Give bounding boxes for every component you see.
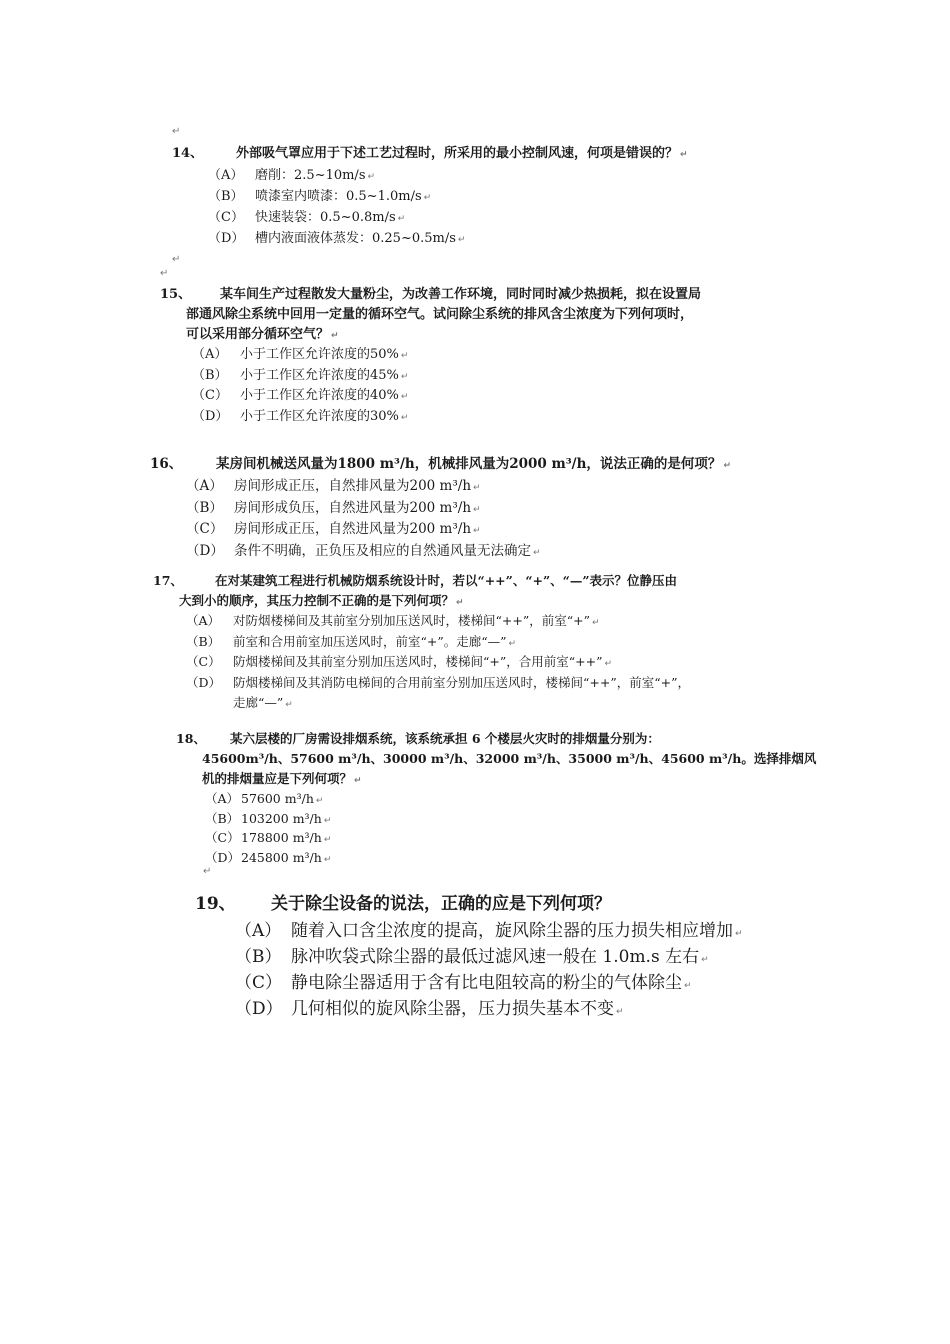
paragraph-mark: ↵ [680,150,688,160]
option-b [192,366,701,387]
question-14 [172,143,688,249]
option-text: 小于工作区允许浓度的30% [240,408,399,424]
paragraph-mark: ↵ [604,659,613,669]
option-text: 57600 m³/h [241,791,314,806]
option-a [208,165,688,186]
paragraph-mark: ↵ [400,412,409,423]
option-text: 房间形成正压，自然进风量为200 m³/h [234,521,472,537]
option-text: 脉冲吹袋式除尘器的最低过滤风速一般在 1.0m.s 左右 [291,947,700,967]
option-label: （D） [186,542,224,559]
option-text: 防烟楼梯间及其前室分别加压送风时，楼梯间“+”，合用前室“++” [233,654,603,669]
option-text: 245800 m³/h [241,849,322,865]
option-a [235,918,743,944]
option-label: （C） [235,973,283,993]
option-text: 随着入口含尘浓度的提高，旋风除尘器的压力损失相应增加 [291,921,733,941]
option-a [205,789,816,809]
question-15 [160,285,701,427]
option-text: 103200 m³/h [241,810,322,826]
option-text: 小于工作区允许浓度的45% [240,367,399,383]
paragraph-mark: ↵ [367,172,376,182]
option-text: 快速装袋：0.5~0.8m/s [255,210,396,225]
option-text: 几何相似的旋风除尘器，压力损失基本不变 [291,999,614,1019]
option-d-continued [186,693,690,714]
option-a [186,476,731,498]
option-text: 178800 m³/h [241,830,322,845]
question-stem [172,143,688,165]
option-c [235,970,743,996]
paragraph-mark: ↵ [400,371,409,382]
option-text: 对防烟楼梯间及其前室分别加压送风时，楼梯间“++”，前室“+” [233,613,590,628]
option-label: （B） [192,367,228,383]
question-number: 14、 [172,146,204,161]
option-c [186,519,731,541]
question-stem [153,571,690,591]
question-number: 16、 [150,456,183,472]
option-d [186,673,690,694]
question-text: 关于除尘设备的说法，正确的应是下列何项？ [271,894,611,914]
option-text: 防烟楼梯间及其消防电梯间的合用前室分别加压送风时，楼梯间“++”，前室“+”， [233,674,690,690]
option-label: （A） [208,168,244,183]
paragraph-mark: ↵ [508,638,517,649]
paragraph-mark: ↵ [701,955,709,965]
question-stem [150,452,731,476]
question-number: 19、 [195,894,236,914]
question-16 [150,452,731,562]
option-label: （A） [192,347,228,362]
question-stem-line [176,749,816,769]
option-label: （A） [205,791,240,806]
option-text: 槽内液面液体蒸发：0.25~0.5m/s [255,231,456,246]
option-text: 喷漆室内喷漆：0.5~1.0m/s [255,189,422,204]
paragraph-mark: ↵ [203,866,212,877]
option-b [235,944,743,970]
option-b [186,498,731,520]
paragraph-mark: ↵ [684,981,692,991]
option-label: （A） [186,613,221,628]
question-text: 45600m³/h、57600 m³/h、30000 m³/h、32000 m³/h、35000 m³/h、45600 m³/h。选择排烟风 [202,751,817,766]
option-label: （D） [208,231,245,246]
question-stem-line [176,769,816,789]
option-text: 前室和合用前室加压送风时，前室“+”。走廊“—” [233,633,507,649]
paragraph-mark: ↵ [285,700,293,710]
paragraph-mark: ↵ [400,351,409,361]
question-stem [160,285,701,305]
paragraph-mark: ↵ [323,854,332,865]
question-text: 某车间生产过程散发大量粉尘，为改善工作环境，同时同时减少热损耗，拟在设置局 [220,287,702,302]
paragraph-mark: ↵ [331,331,339,341]
option-label: （C） [186,521,224,537]
question-stem-line [160,305,701,325]
question-text: 某六层楼的厂房需设排烟系统，该系统承担 6 个楼层火灾时的排烟量分别为： [230,731,660,746]
option-a [192,345,701,366]
question-text: 部通风除尘系统中回用一定量的循环空气。试问除尘系统的排风含尘浓度为下列何项时， [186,307,694,322]
question-text: 在对某建筑工程进行机械防烟系统设计时，若以“++”、“+”、“—”表示？位静压由 [215,573,678,588]
question-stem-line [160,325,701,345]
paragraph-mark: ↵ [735,929,743,939]
paragraph-mark: ↵ [591,618,600,628]
question-number: 18、 [176,731,206,746]
paragraph-mark: ↵ [160,268,169,279]
option-label: （B） [235,947,282,967]
paragraph-mark: ↵ [172,126,181,137]
paragraph-mark: ↵ [457,235,466,245]
option-label: （B） [208,189,244,204]
question-number: 17、 [153,573,183,588]
option-d [205,848,816,868]
question-text: 机的排烟量应是下列何项？ [202,771,353,786]
option-label: （A） [235,921,282,941]
option-c [186,652,690,673]
question-18 [176,729,816,867]
option-label: （C） [192,388,228,403]
paragraph-mark: ↵ [400,392,409,402]
question-stem [176,729,816,749]
question-text: 大到小的顺序，其压力控制不正确的是下列何项？ [179,593,455,608]
option-label: （B） [205,810,240,826]
question-text: 可以采用部分循环空气？ [186,327,330,342]
paragraph-mark: ↵ [473,526,481,536]
option-b [208,186,688,207]
option-label: （A） [186,478,223,494]
option-text: 走廊“—” [233,695,284,710]
question-number: 15、 [160,287,192,302]
paragraph-mark: ↵ [473,504,481,515]
option-d [208,228,688,249]
option-label: （C） [205,830,240,845]
option-label: （D） [235,999,283,1019]
paragraph-mark: ↵ [533,547,541,558]
option-label: （C） [186,654,221,669]
option-label: （D） [186,674,222,690]
option-label: （C） [208,210,244,225]
paragraph-mark: ↵ [723,461,731,471]
question-text: 外部吸气罩应用于下述工艺过程时，所采用的最小控制风速，何项是错误的？ [236,146,679,161]
option-text: 小于工作区允许浓度的50% [240,347,399,362]
paragraph-mark: ↵ [423,193,432,203]
option-text: 静电除尘器适用于含有比电阻较高的粉尘的气体除尘 [291,973,682,993]
paragraph-mark: ↵ [354,776,362,786]
option-c [208,207,688,228]
option-d [186,541,731,563]
option-label: （D） [205,849,241,865]
paragraph-mark: ↵ [315,796,324,806]
option-b [205,809,816,829]
option-d [192,407,701,428]
paragraph-mark: ↵ [323,835,332,845]
option-text: 房间形成负压，自然进风量为200 m³/h [234,499,472,516]
paragraph-mark: ↵ [323,815,332,826]
option-a [186,611,690,632]
question-17 [153,571,690,714]
question-19 [195,890,743,1022]
option-label: （B） [186,633,221,649]
option-label: （B） [186,499,223,516]
option-text: 房间形成正压，自然排风量为200 m³/h [234,478,472,494]
paragraph-mark: ↵ [616,1007,624,1017]
option-label: （D） [192,408,229,424]
paragraph-mark: ↵ [473,483,481,493]
option-c [205,828,816,848]
option-c [192,386,701,407]
option-text: 条件不明确，正负压及相应的自然通风量无法确定 [234,542,531,559]
option-d [235,996,743,1022]
paragraph-mark: ↵ [172,254,181,265]
paragraph-mark: ↵ [456,598,464,608]
paragraph-mark: ↵ [397,214,406,224]
option-b [186,632,690,653]
question-text: 某房间机械送风量为1800 m³/h，机械排风量为2000 m³/h，说法正确的是何项？ [216,456,722,472]
option-text: 磨削：2.5~10m/s [255,168,366,183]
question-stem [195,890,743,918]
option-text: 小于工作区允许浓度的40% [240,388,399,403]
question-stem-line [153,591,690,611]
